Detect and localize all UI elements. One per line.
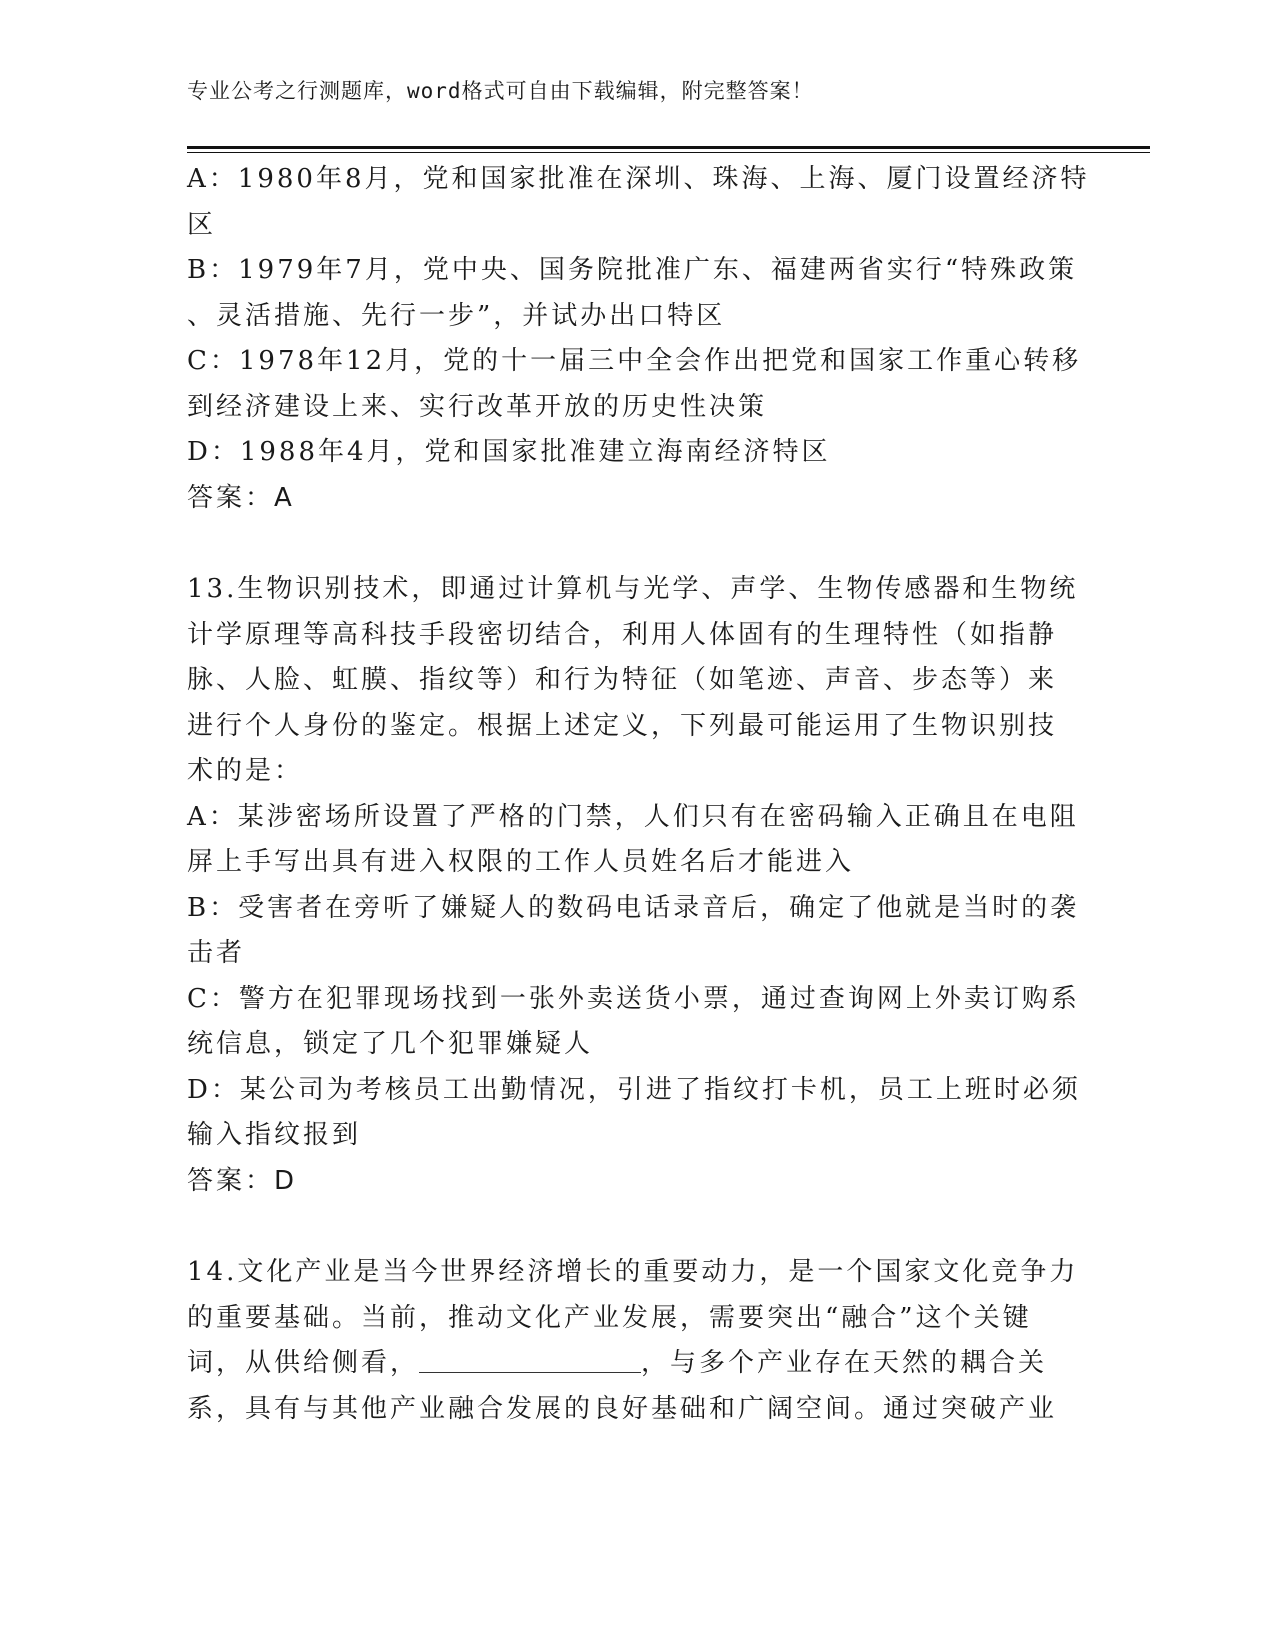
question-12-answer: 答案：A (187, 482, 295, 513)
option-b-line-1: B：受害者在旁听了嫌疑人的数码电话录音后，确定了他就是当时的袭 (187, 892, 1080, 923)
question-13-stem-line-5: 术的是： (187, 756, 304, 786)
fill-in-blank (419, 1346, 641, 1373)
question-14-stem-line-3 (187, 1341, 1087, 1387)
section-spacer (187, 1204, 1087, 1250)
question-12-options (187, 157, 1090, 521)
question-14-stem-line-2: 的重要基础。当前，推动文化产业发展，需要突出“融合”这个关键 (187, 1302, 1032, 1333)
document-body (187, 157, 1090, 1432)
option-a-line-2: 区 (187, 209, 217, 240)
header-rule-thin (187, 152, 1150, 153)
section-spacer (187, 521, 1087, 567)
option-b-line-2: 击者 (187, 938, 246, 968)
question-14 (187, 1250, 1087, 1432)
question-13-stem-line-4: 进行个人身份的鉴定。根据上述定义，下列最可能运用了生物识别技 (187, 710, 1058, 741)
option-a-line-1: A：某涉密场所设置了严格的门禁，人们只有在密码输入正确且在电阻 (187, 801, 1079, 832)
question-14-stem-line-1: 14.文化产业是当今世界经济增长的重要动力，是一个国家文化竞争力 (187, 1257, 1079, 1287)
question-13-stem-line-3: 脉、人脸、虹膜、指纹等）和行为特征（如笔迹、声音、步态等）来 (187, 665, 1058, 695)
header-rule-thick (187, 146, 1150, 149)
stem-text-before-blank: 词，从供给侧看， (187, 1348, 420, 1378)
question-13 (187, 567, 1087, 1204)
option-d-line-1: D：某公司为考核员工出勤情况，引进了指纹打卡机，员工上班时必须 (187, 1074, 1081, 1105)
question-13-stem-line-2: 计学原理等高科技手段密切结合，利用人体固有的生理特性（如指静 (187, 619, 1058, 650)
option-c-line-2: 统信息，锁定了几个犯罪嫌疑人 (187, 1029, 594, 1059)
option-d-line-1: D：1988年4月，党和国家批准建立海南经济特区 (187, 437, 831, 467)
stem-text-after-blank: ，与多个产业存在天然的耦合关 (641, 1348, 1048, 1378)
option-b-line-1: B：1979年7月，党中央、国务院批准广东、福建两省实行“特殊政策 (187, 255, 1078, 285)
option-a-line-1: A：1980年8月，党和国家批准在深圳、珠海、上海、厦门设置经济特 (187, 164, 1090, 194)
option-b-line-2: 、灵活措施、先行一步”，并试办出口特区 (187, 300, 726, 331)
option-c-line-1: C：警方在犯罪现场找到一张外卖送货小票，通过查询网上外卖订购系 (187, 983, 1080, 1014)
option-c-line-1: C：1978年12月，党的十一届三中全会作出把党和国家工作重心转移 (187, 346, 1082, 376)
header-banner-text: 专业公考之行测题库，word格式可自由下载编辑，附完整答案！ (187, 79, 814, 103)
option-a-line-2: 屏上手写出具有进入权限的工作人员姓名后才能进入 (187, 847, 855, 877)
option-d-line-2: 输入指纹报到 (187, 1120, 362, 1150)
question-13-stem-line-1: 13.生物识别技术，即通过计算机与光学、声学、生物传感器和生物统 (187, 574, 1079, 604)
question-14-stem-line-4: 系，具有与其他产业融合发展的良好基础和广阔空间。通过突破产业 (187, 1393, 1058, 1424)
question-13-answer: 答案：D (187, 1165, 298, 1196)
option-c-line-2: 到经济建设上来、实行改革开放的历史性决策 (187, 391, 768, 422)
